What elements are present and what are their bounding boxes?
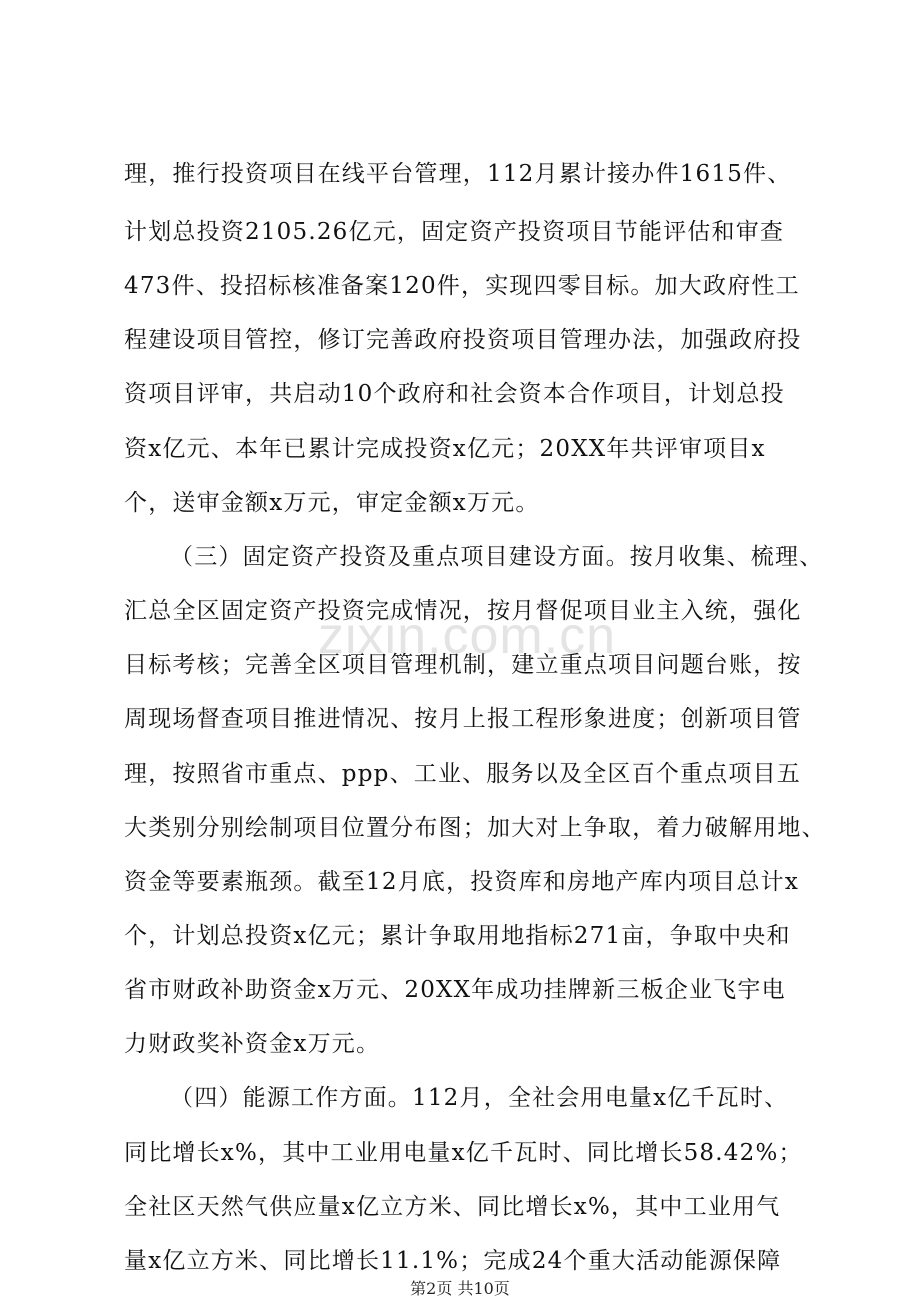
text-line: 汇总全区固定资产投资完成情况，按月督促项目业主入统，强化	[124, 598, 802, 624]
watermark: zixin.com.cn	[318, 607, 617, 665]
text-line: 力财政奖补资金x万元。	[124, 1031, 381, 1057]
text-line: 量x亿立方米、同比增长11.1%；完成24个重大活动能源保障	[124, 1248, 782, 1274]
text-line: 理，推行投资项目在线平台管理，112月累计接办件1615件、	[124, 161, 792, 187]
text-line: 省市财政补助资金x万元、20XX年成功挂牌新三板企业飞宇电	[124, 977, 786, 1003]
text-line: 个，计划总投资x亿元；累计争取用地指标271亩，争取中央和	[124, 923, 791, 949]
text-line: 个，送审金额x万元，审定金额x万元。	[124, 490, 540, 516]
text-line: 资项目评审，共启动10个政府和社会资本合作项目，计划总投	[124, 381, 785, 407]
text-line: 理，按照省市重点、ppp、工业、服务以及全区百个重点项目五	[124, 761, 801, 787]
text-line: 473件、投招标核准备案120件，实现四零目标。加大政府性工	[124, 273, 800, 299]
text-line: 目标考核；完善全区项目管理机制，建立重点项目问题台账，按	[124, 652, 802, 678]
page-footer: 第2页 共10页	[410, 1279, 510, 1298]
text-line: 资x亿元、本年已累计完成投资x亿元；20XX年共评审项目x	[124, 436, 766, 462]
text-line: 同比增长x%，其中工业用电量x亿千瓦时、同比增长58.42%；	[124, 1140, 803, 1166]
text-line: 周现场督查项目推进情况、按月上报工程形象进度；创新项目管	[124, 706, 802, 732]
paragraph-heading-line: （四）能源工作方面。112月，全社会用电量x亿千瓦时、	[170, 1085, 789, 1111]
text-line: 资金等要素瓶颈。截至12月底，投资库和房地产库内项目总计x	[124, 869, 800, 895]
text-line: 大类别分别绘制项目位置分布图；加大对上争取，着力破解用地、	[124, 815, 826, 841]
text-line: 全社区天然气供应量x亿立方米、同比增长x%，其中工业用气	[124, 1194, 781, 1220]
text-line: 程建设项目管控，修订完善政府投资项目管理办法，加强政府投	[124, 327, 802, 353]
text-line: 计划总投资2105.26亿元，固定资产投资项目节能评估和审查	[124, 219, 785, 245]
paragraph-heading-line: （三）固定资产投资及重点项目建设方面。按月收集、梳理、	[170, 544, 824, 570]
